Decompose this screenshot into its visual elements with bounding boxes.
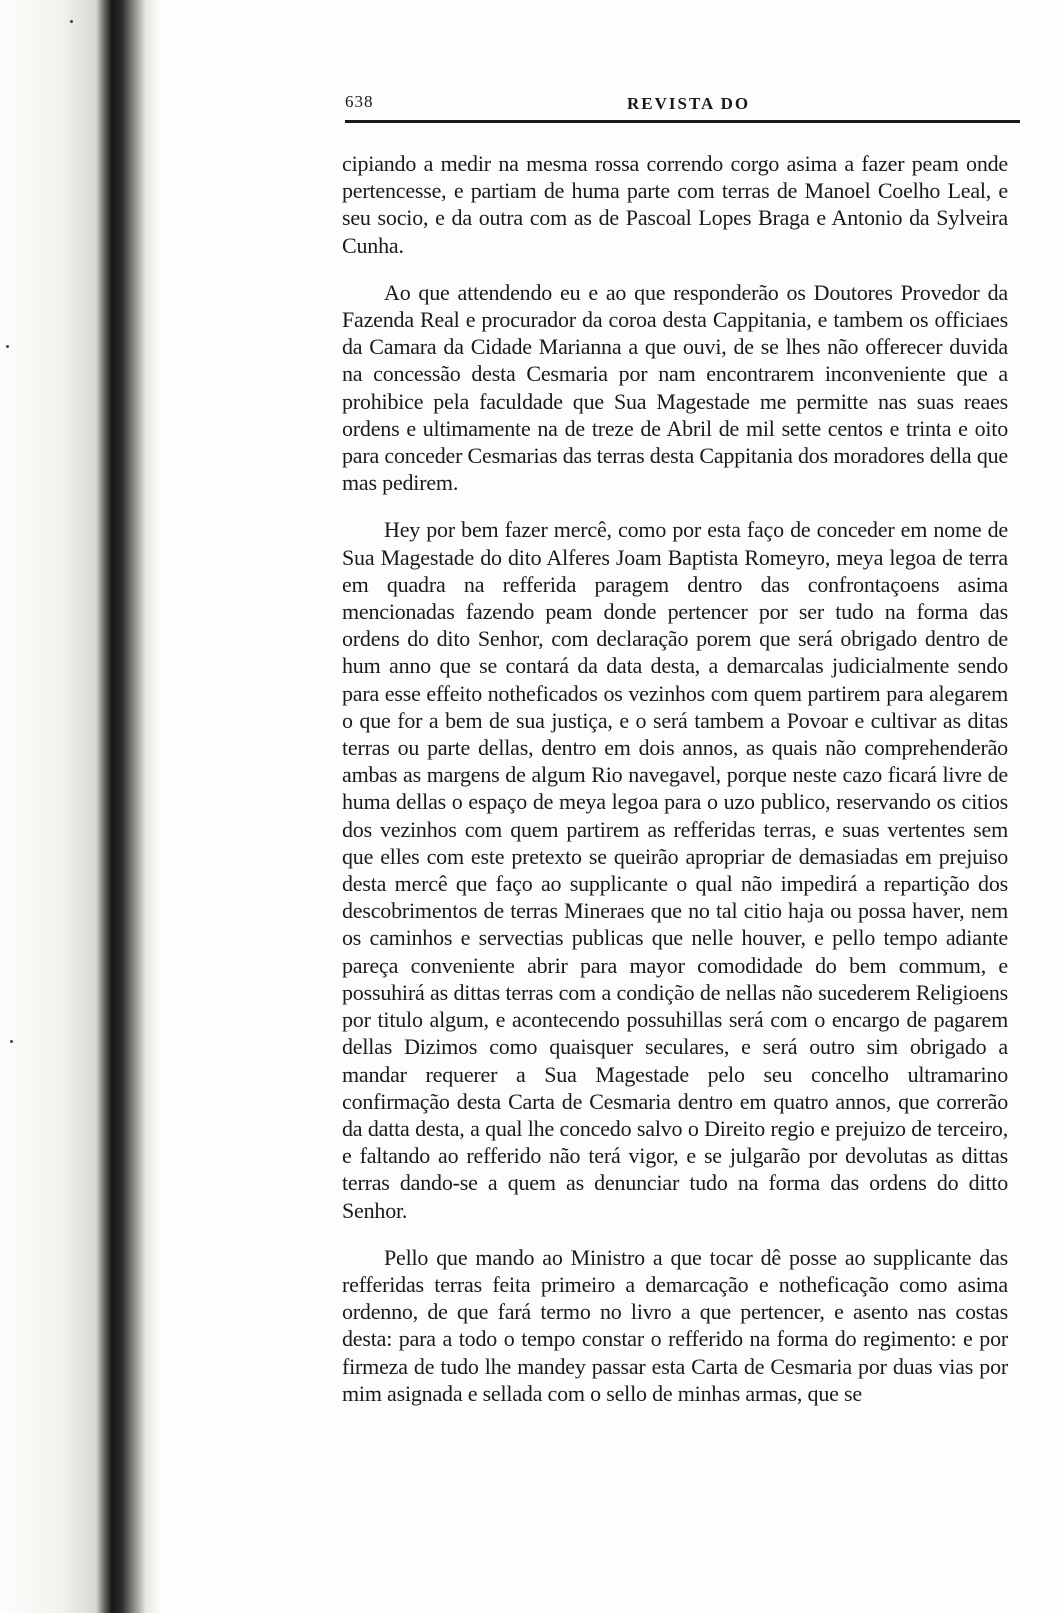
body-text [342,150,1008,1427]
paragraph: Pello que mando ao Ministro a que tocar dê posse ao supplicante das refferidas terras feita primeiro a demarcação e notheficação como asima ordenno, de que fará termo no livro a que pertencer, e asento nas costas desta: para a todo o tempo constar o refferido na forma do regimento: e por firmeza de tudo lhe mandey passar esta Carta de Cesmaria por duas vias por mim asignada e sellada com o sello de minhas armas, que se [342,1244,1008,1406]
paragraph: Hey por bem fazer mercê, como por esta faço de conceder em nome de Sua Magestade do dito Alferes Joam Baptista Romeyro, meya legoa de terra em quadra na refferida paragem dentro das confrontaçoens asima mencionadas fazendo peam donde pertencer por ser tudo na forma das ordens do dito Senhor, com declaração porem que será obrigado dentro de hum anno que se contará da data desta, a demarcalas judicialmente sendo para esse effeito notheficados os vezinhos com quem partirem para alegarem o que for a bem de sua justiça, e o será tambem a Povoar e cultivar as ditas terras ou parte dellas, dentro em dois annos, as quais não comprehenderão ambas as margens de algum Rio navegavel, porque neste cazo ficará livre de huma dellas o espaço de meya legoa para o uzo publico, reservando os citios dos vezinhos com quem partirem as refferidas terras, e suas vertentes sem que elles com este pretexto se queirão apropriar de demasiadas em prejuiso desta mercê que faço ao supplicante o qual não impedirá a repartição dos descobrimentos de terras Mineraes que no tal citio haja ou possa haver, nem os caminhos e servectias publicas que nelle houver, e pello tempo adiante pareça conveniente abrir para mayor comodidade do bem commum, e possuhirá as dittas terras com a condição de nellas não sucederem Religioens por titulo algum, e acontecendo possuhillas será com o encargo de pagarem dellas Dizimos como quaisquer seculares, e será outro sim obrigado a mandar requerer a Sua Magestade pelo seu concelho ultramarino confirmação desta Carta de Cesmaria dentro em quatro annos, que correrão da datta desta, a qual lhe concedo salvo o Direito regio e prejuizo de terceiro, e faltando ao refferido não terá vigor, e se julgarão por devolutas as dittas terras dando-se a quem as denunciar tudo na forma das ordens do ditto Senhor. [342,517,1008,1223]
scan-speck [10,1040,13,1043]
scan-speck [70,20,73,23]
page-number: 638 [345,92,374,111]
book-spine-shadow [0,0,160,1613]
scan-speck [6,345,9,348]
paragraph: Ao que attendendo eu e ao que responderão os Doutores Provedor da Fazenda Real e procurador da coroa desta Cappitania, e tambem os officiaes da Camara da Cidade Marianna a que ouvi, de se lhes não offerecer duvida na concessão desta Cesmaria por nam encontrarem inconveniente que a prohibice pela faculdade que Sua Magestade me permitte nas suas reaes ordens e ultimamente na de treze de Abril de mil sette centos e trinta e oito para conceder Cesmarias das terras desta Cappitania dos moradores della que mas pedirem. [342,279,1008,496]
journal-title: REVISTA DO [627,94,751,113]
running-head [345,88,1020,118]
paragraph-continued: cipiando a medir na mesma rossa correndo corgo asima a fazer peam onde pertencesse, e partiam de huma parte com terras de Manoel Coelho Leal, e seu socio, e da outra com as de Pascoal Lopes Braga e Antonio da Sylveira Cunha. [342,151,1008,258]
header-rule [345,120,1020,123]
